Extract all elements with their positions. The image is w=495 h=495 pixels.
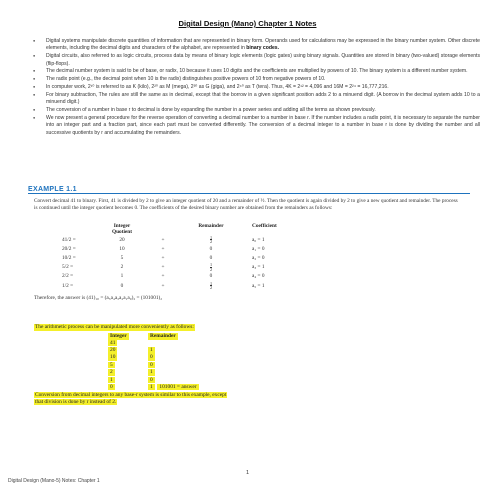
fraction-numerator: 1	[209, 234, 213, 240]
table-row	[54, 282, 312, 291]
remainder-cell	[148, 347, 268, 354]
quotient-value: 10	[119, 246, 125, 253]
integer-value: 10	[110, 354, 116, 361]
remainder-value: 0	[209, 273, 213, 280]
table-header-blank	[148, 223, 178, 236]
list-item	[30, 38, 480, 53]
remainder-cell	[148, 340, 268, 347]
page-number: 1	[245, 470, 250, 476]
list-item-text: The decimal number system is said to be of base, or radix, 10 because it uses 10 digits and the coefficients are multiplied by powers of 10. The binary system is a different number system.	[46, 68, 468, 75]
list-item	[30, 68, 480, 75]
example-divider	[28, 193, 470, 194]
integer-value: 5	[110, 361, 113, 368]
fraction-denominator: 2	[209, 266, 213, 272]
integer-cell	[108, 354, 148, 361]
remainder-value: 0	[150, 354, 153, 361]
remainder-value: 1	[150, 347, 153, 354]
integer-value: 2	[110, 369, 113, 376]
integer-cell	[108, 362, 148, 369]
remainder-value: 1	[150, 383, 153, 390]
quotient-value: 0	[120, 282, 124, 289]
list-item-text: Digital circuits, also referred to as logic circuits, process data by means of binary logic elements (logic gates) using binary signals. Quantities are stored in binary (two-valued) storage elements (flip-flops).	[46, 53, 480, 67]
highlighted-section	[34, 324, 464, 406]
table-row	[54, 263, 312, 272]
division-table-body	[54, 236, 312, 291]
table-header-coefficient: Coefficient	[252, 223, 277, 229]
coefficient-value: a₄ = 0	[252, 273, 265, 280]
quotient-value: 5	[120, 255, 124, 262]
table-row	[108, 369, 268, 376]
table-row	[54, 245, 312, 254]
page-footer: Digital Design (Mano-5) Notes: Chapter 1	[8, 478, 100, 484]
table-row	[108, 340, 268, 347]
list-item-bold: binary codes.	[246, 45, 280, 52]
quotient-value: 20	[119, 236, 125, 243]
fraction-numerator: 1	[209, 262, 213, 268]
list-item-text: We now present a general procedure for the reverse operation of converting a decimal number to a number in base r. If the number includes a radix point, it is necessary to separate the number into an integer part and a fraction part, since each part must be converted differently. The conversion of a decimal integer to a number in base r is done by dividing the number and all successive quotients by r and accumulating the remainders.	[46, 114, 480, 136]
coefficient-value: a₀ = 1	[252, 236, 265, 243]
table-header-remainder: Remainder	[198, 223, 224, 229]
division-expression: 5/2 =	[62, 264, 74, 271]
integer-cell	[108, 340, 148, 347]
integer-cell	[108, 347, 148, 354]
coefficient-value: a₅ = 1	[252, 282, 265, 289]
remainder-cell	[178, 236, 244, 245]
integer-cell	[108, 384, 148, 391]
example-intro: Convert decimal 41 to binary. First, 41 is divided by 2 to give an integer quotient of 20 and a remainder of ½. Then the quotient is again divided by 2 to give a new quotient and remainder. The process is continued until the integer quotient becomes 0. The coefficients of the desired binary number are obtained from the remainders as follows:	[34, 198, 458, 212]
remainder-cell	[148, 362, 268, 369]
remainder-fraction	[210, 236, 212, 244]
table-header-blank	[54, 223, 96, 236]
division-expression: 1/2 =	[62, 282, 74, 289]
integer-value: 0	[110, 383, 113, 390]
remainder-cell	[148, 369, 268, 376]
remainder-value: 0	[209, 246, 213, 253]
remainder-value: 0	[150, 361, 153, 368]
table-header-integer	[108, 333, 148, 340]
list-item	[30, 76, 480, 83]
quotient-value: 1	[120, 273, 124, 280]
remainder-fraction	[210, 263, 212, 271]
compact-table-body	[108, 340, 268, 391]
table-header-remainder	[148, 333, 268, 340]
header-integer-cell: Integer	[110, 333, 127, 339]
compact-division-table	[108, 333, 268, 391]
plus-sign: +	[161, 264, 165, 271]
remainder-cell	[178, 245, 244, 254]
plus-sign: +	[161, 282, 165, 289]
list-item-text: In computer work, 2¹⁰ is referred to as K (kilo), 2²⁰ as M (mega), 2³⁰ as G (giga), and 2⁴⁰ as T (tera). Thus, 4K = 2¹² = 4,096 and 16M = 2²⁴ = 16,777,216.	[46, 84, 389, 90]
remainder-cell	[178, 282, 244, 291]
integer-cell	[108, 377, 148, 384]
remainder-value: 1	[150, 369, 153, 376]
list-item	[30, 84, 480, 91]
fraction-denominator: 2	[209, 284, 213, 290]
answer-note: 101001 = answer	[159, 383, 197, 390]
header-integer: Integer	[113, 223, 131, 229]
fraction-numerator: 1	[209, 280, 213, 286]
coefficient-value: a₃ = 1	[252, 264, 265, 271]
division-expression: 10/2 =	[62, 255, 76, 262]
table-row	[108, 362, 268, 369]
header-quotient: Quotient	[111, 229, 132, 236]
list-item-text: Digital systems manipulate discrete quantities of information that are represented in binary form. Operands used for calculations may be expressed in the binary number system. Other discrete elements, including the decimal digits and characters of the alphabet, are represented in	[46, 38, 480, 52]
remainder-fraction	[210, 282, 212, 290]
header-remainder-cell: Remainder	[150, 333, 176, 339]
example-title: EXAMPLE 1.1	[28, 186, 77, 193]
division-expression: 2/2 =	[62, 273, 74, 280]
remainder-cell	[148, 384, 268, 391]
coefficient-value: a₁ = 0	[252, 246, 265, 253]
list-item	[30, 53, 480, 68]
notes-list	[30, 38, 480, 137]
remainder-cell	[148, 354, 268, 361]
highlight-footnote	[34, 392, 464, 406]
integer-value: 41	[110, 339, 116, 346]
integer-value: 20	[110, 347, 116, 354]
integer-value: 1	[110, 376, 113, 383]
page-title: Digital Design (Mano) Chapter 1 Notes	[178, 19, 317, 28]
remainder-cell	[148, 377, 268, 384]
table-row	[108, 384, 268, 391]
table-header-integer-quotient	[96, 223, 148, 236]
table-row	[54, 272, 312, 281]
plus-sign: +	[161, 255, 165, 262]
list-item-text: For binary subtraction, The rules are still the same as in decimal, except that the borrow in a given significant position adds 2 to a minuend digit. (A borrow in the decimal system adds 10 to a minuend digit.)	[46, 91, 480, 106]
division-table	[54, 223, 312, 291]
list-item-text: The conversion of a number in base r to decimal is done by expanding the number in a power series and adding all the terms as shown previously.	[46, 107, 376, 113]
plus-sign: +	[161, 246, 165, 253]
list-item	[30, 115, 480, 137]
remainder-value: 0	[150, 376, 153, 383]
list-item-text: The radix point (e.g., the decimal point when 10 is the radix) distinguishes positive powers of 10 from negative powers of 10.	[46, 76, 326, 83]
division-expression: 41/2 =	[62, 236, 76, 243]
table-row	[54, 236, 312, 245]
quotient-value: 2	[120, 264, 124, 271]
table-row	[108, 347, 268, 354]
list-item	[30, 92, 480, 107]
highlight-footnote-line: that division is done by r instead of 2.	[35, 399, 117, 406]
table-row	[54, 254, 312, 263]
plus-sign: +	[161, 273, 165, 280]
division-expression: 20/2 =	[62, 246, 76, 253]
integer-cell	[108, 369, 148, 376]
highlight-footnote-line: Conversion from decimal integers to any base-r system is similar to this example, except	[35, 392, 227, 399]
table-row	[108, 354, 268, 361]
highlight-heading: The arithmetic process can be manipulated more conveniently as follows:	[35, 324, 194, 330]
table-row	[108, 377, 268, 384]
example-answer: Therefore, the answer is (41)₁₀ = (a₅a₄a₃a₂a₁a₀)₂ = (101001)₂	[34, 295, 163, 301]
list-item	[30, 107, 480, 114]
coefficient-value: a₂ = 0	[252, 255, 265, 262]
fraction-denominator: 2	[209, 239, 213, 245]
plus-sign: +	[161, 236, 165, 243]
remainder-value: 0	[209, 255, 213, 262]
remainder-cell	[178, 263, 244, 272]
